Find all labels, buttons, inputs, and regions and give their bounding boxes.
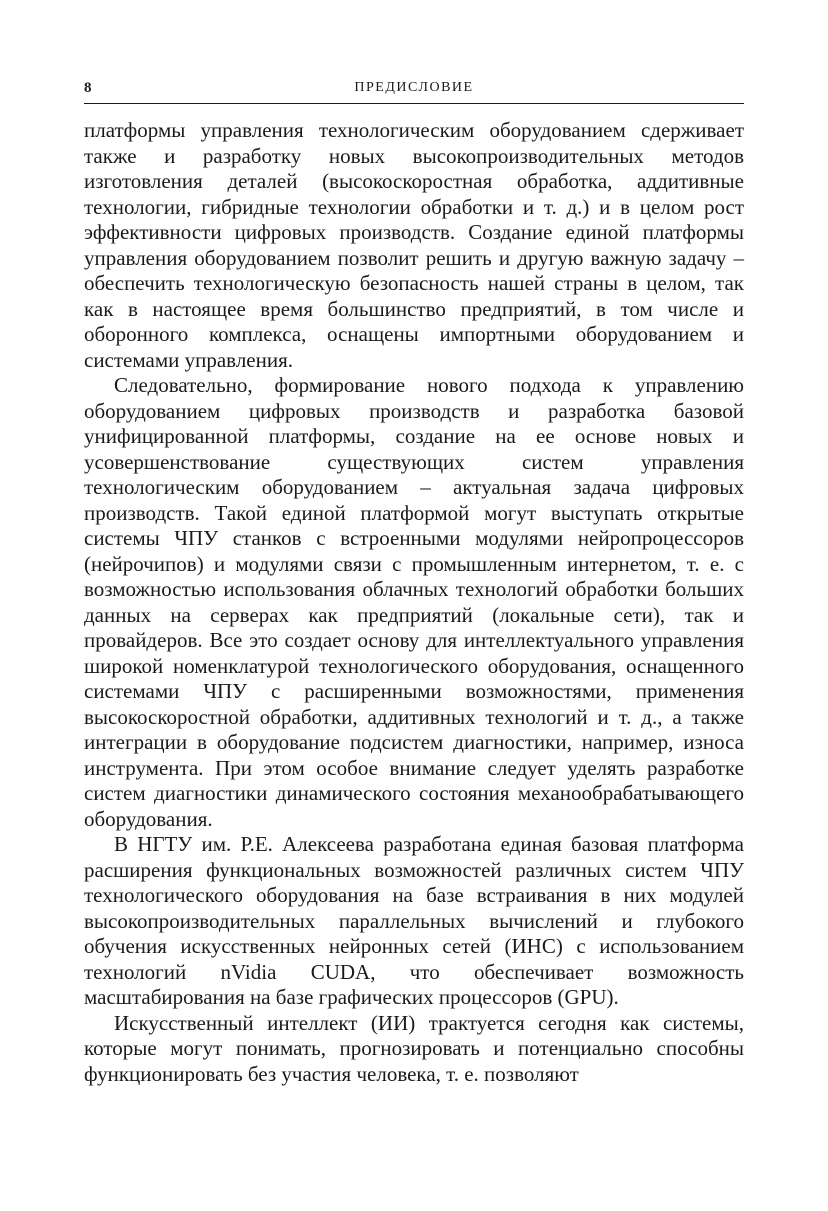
page-number: 8 [84, 80, 92, 96]
paragraph-4: Искусственный интеллект (ИИ) трактуется сегодня как системы, которые могут понимать, прогнозировать и потенциально способны функционировать без участия человека, т. е. позволяют [84, 1010, 744, 1086]
paragraph-3: В НГТУ им. Р.Е. Алексеева разработана единая базовая платформа расширения функциональных возможностей различных систем ЧПУ технологического оборудования на базе встраивания в них модулей высокопроизводительных параллельных вычислений и глубокого обучения искусственных нейронных сетей (ИНС) с использованием технологий nVidia CUDA, что обеспечивает возможность масштабирования на базе графических процессоров (GPU). [84, 832, 744, 1009]
running-title: ПРЕДИСЛОВИЕ [354, 80, 474, 95]
body-text [84, 118, 744, 1087]
header-divider [84, 103, 744, 104]
paragraph-2: Следовательно, формирование нового подхода к управлению оборудованием цифровых производств и разработка базовой унифицированной платформы, создание на ее основе новых и усовершенствование существующих систем управления технологическим оборудованием – актуальная задача цифровых производств. Такой единой платформой могут выступать открытые системы ЧПУ станков с встроенными модулями нейропроцессоров (нейрочипов) и модулями связи с промышленным интернетом, т. е. с возможностью использования облачных технологий обработки больших данных на серверах как предприятий (локальные сети), так и провайдеров. Все это создает основу для интеллектуального управления широкой номенклатурой технологического оборудования, оснащенного системами ЧПУ с расширенными возможностями, применения высокоскоростной обработки, аддитивных технологий и т. д., а также интеграции в оборудование подсистем диагностики, например, износа инструмента. При этом особое внимание следует уделять разработке систем диагностики динамического состояния механообрабатывающего оборудования. [84, 373, 744, 831]
paragraph-1: платформы управления технологическим оборудованием сдерживает также и разработку новых высокопроизводительных методов изготовления деталей (высокоскоростная обработка, аддитивные технологии, гибридные технологии обработки и т. д.) и в целом рост эффективности цифровых производств. Создание единой платформы управления оборудованием позволит решить и другую важную задачу – обеспечить технологическую безопасность нашей страны в целом, так как в настоящее время большинство предприятий, в том числе и оборонного комплекса, оснащены импортными оборудованием и системами управления. [84, 118, 744, 372]
page-header [84, 78, 744, 100]
